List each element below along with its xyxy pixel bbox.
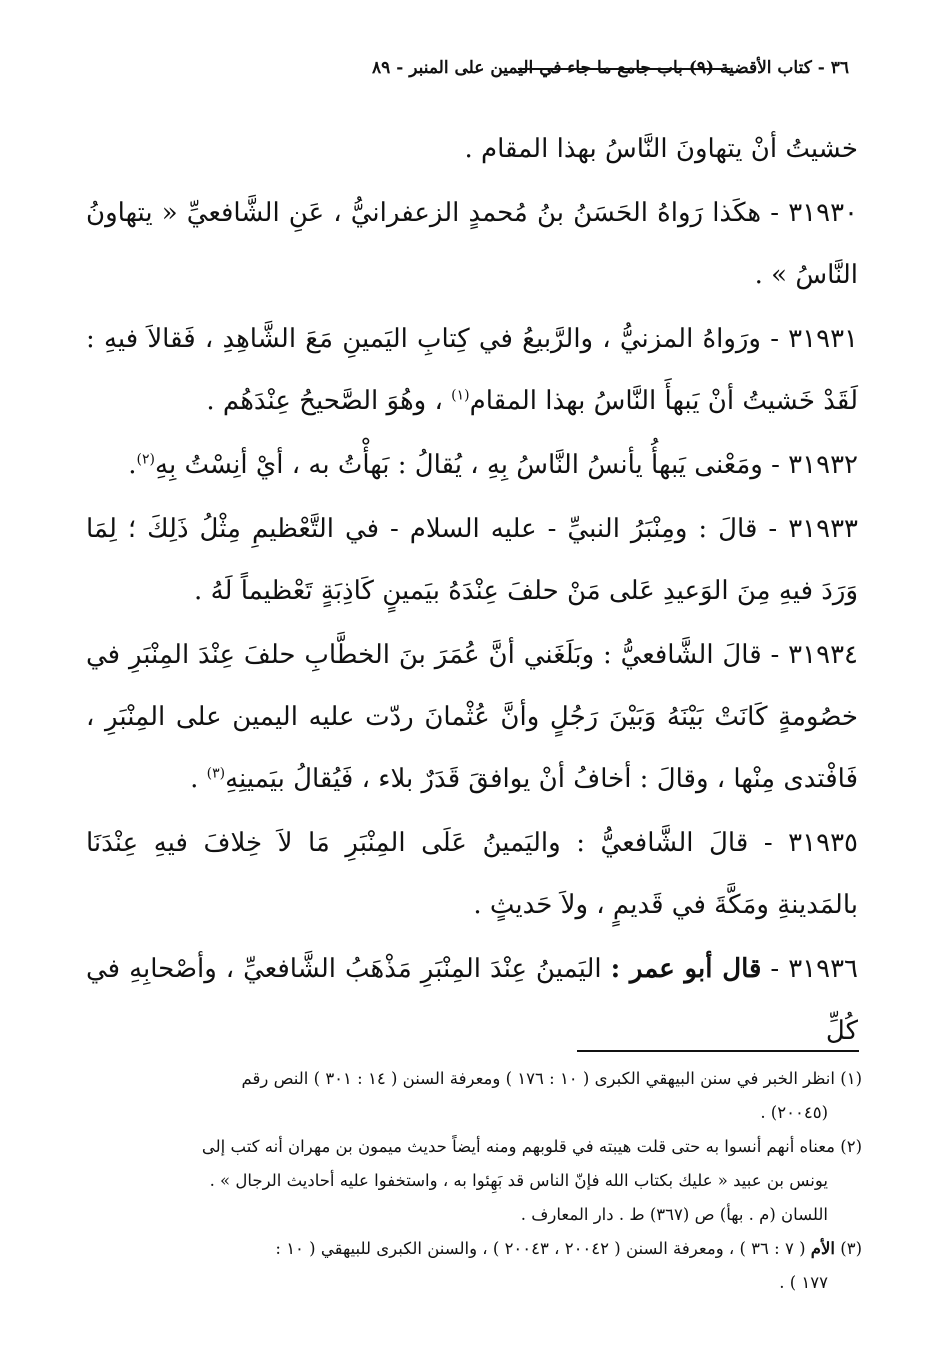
running-head [110, 52, 849, 92]
paragraph-text: قالَ الشَّافعيُّ : وبَلَغَني أنَّ عُمَرَ بنَ الخطَّابِ حلفَ عِنْدَ المِنْبَرِ في خصُومةٍ كَانَتْ بَيْنَهُ وَبَيْنَ رَجُلٍ وأنَّ عُثْمانَ ردّت عليه اليمين على المِنْبَرِ ، فَافْتدى مِنْها ، وقالَ : أخافُ أنْ يوافقَ قَدَرٌ بلاء ، فَيُقالُ بيَمينِهِ [86, 640, 858, 794]
paragraph [86, 938, 858, 1062]
paragraph [86, 498, 858, 622]
footnote-marker: (١) [840, 1069, 862, 1088]
footnotes [84, 1062, 862, 1300]
paragraph-number: ٣١٩٣١ - [770, 324, 858, 354]
paragraph-number: ٣١٩٣٥ - [763, 828, 858, 858]
footnote-2 [84, 1130, 862, 1164]
paragraph-text: خشيتُ أنْ يتهاونَ النَّاسُ بهذا المقام . [464, 134, 858, 164]
paragraph-number: ٣١٩٣٠ - [770, 198, 859, 228]
running-title: ٣٦ - كتاب الأقضية (٩) باب جامع ما جاء في اليمين على المنبر - ٨٩ [372, 58, 849, 78]
footnote-marker: (٢) [840, 1137, 862, 1156]
paragraph-tail: . [190, 764, 207, 794]
footnote-2-cont [84, 1164, 862, 1198]
footnote-line: اللسان (م . بهأ) ص (٣٦٧) ط . دار المعارف . [520, 1205, 828, 1224]
footnote-line: ١٧٧ ) . [779, 1273, 828, 1292]
paragraph-text: قالَ : ومِنْبَرُ النبيِّ - عليه السلام - في التَّعْظيمِ مِثْلُ ذَلِكَ ؛ لِمَا وَرَدَ فيهِ مِنَ الوَعيدِ عَلى مَنْ حلفَ عِنْدَهُ بيَمينٍ كَاذِبَةٍ تَعْظيماً لَهُ . [86, 514, 858, 606]
footnote-rule [577, 1050, 859, 1052]
paragraph [86, 118, 858, 180]
paragraph-tail: ، وهُوَ الصَّحيحُ عِنْدَهُم . [206, 386, 452, 416]
footnote-ref[interactable]: (١) [451, 387, 470, 404]
paragraph-tail: . [128, 450, 137, 480]
paragraph-number: ٣١٩٣٦ - [770, 954, 859, 984]
paragraph-lead: قال أبو عمر : [610, 954, 762, 984]
footnote-line: ( ٧ : ٣٦ ) ، ومعرفة السنن ( ٢٠٠٤٢ ، ٢٠٠٤٣ ) ، والسنن الكبرى للبيهقي ( ١٠ : [275, 1239, 806, 1258]
footnote-lead: الأم [810, 1239, 835, 1258]
footnote-line: يونس بن عبيد « عليك بكتاب الله فإنّ الناس قد بَهِئوا به ، واستخفوا عليه أحاديث الرجال » . [209, 1171, 828, 1190]
footnote-line: معناه أنهم أنسوا به حتى قلت هيبته في قلوبهم ومنه أيضاً حديث ميمون بن مهران أنه كتب إلى [201, 1137, 835, 1156]
paragraph-number: ٣١٩٣٢ - [771, 450, 858, 480]
footnote-1 [84, 1062, 862, 1096]
paragraph-text: هكَذا رَواهُ الحَسَنُ بنُ مُحمدٍ الزعفرانيُّ ، عَنِ الشَّافعيِّ « يتهاونُ النَّاسُ » . [86, 198, 858, 290]
paragraph [86, 308, 858, 432]
footnote-ref[interactable]: (٢) [136, 451, 156, 468]
footnote-line: انظر الخبر في سنن البيهقي الكبرى ( ١٠ : ١٧٦ ) ومعرفة السنن ( ١٤ : ٣٠١ ) النص رقم [241, 1069, 835, 1088]
paragraph [86, 812, 858, 936]
paragraph-number: ٣١٩٣٤ - [770, 640, 858, 670]
footnote-marker: (٣) [840, 1239, 862, 1258]
paragraph [86, 434, 858, 496]
paragraph [86, 182, 858, 306]
paragraph [86, 624, 858, 810]
footnote-1-cont [84, 1096, 862, 1130]
footnote-2-cont [84, 1198, 862, 1232]
paragraph-text: ومَعْنى يَبهأُ يأنسُ النَّاسُ بِهِ ، يُقالُ : بَهأْتُ به ، أيْ أنِسْتُ بِهِ [155, 450, 763, 480]
header-rule [518, 68, 730, 70]
footnote-ref[interactable]: (٣) [206, 765, 226, 782]
main-text [86, 118, 858, 1064]
paragraph-text: قالَ الشَّافعيُّ : واليَمينُ عَلَى المِنْبَرِ مَا لاَ خِلافَ فيهِ عِنْدَنَا بالمَدينةِ ومَكَّةَ في قَديمٍ ، ولاَ حَديثٍ . [86, 828, 858, 920]
paragraph-text: اليَمينُ عِنْدَ المِنْبَرِ مَذْهَبُ الشَّافعيِّ ، وأصْحابِهِ في كُلِّ [86, 954, 858, 1046]
paragraph-number: ٣١٩٣٣ - [768, 514, 859, 544]
footnote-3-cont [84, 1266, 862, 1300]
paragraph-text: ورَواهُ المزنيُّ ، والرَّبيعُ في كِتابِ اليَمينِ مَعَ الشَّاهِدِ ، فَقالاَ فيهِ : لَقَدْ خَشيتُ أنْ يَبهأَ النَّاسُ بهذا المقام [86, 324, 858, 416]
footnote-line: (٢٠٠٤٥) . [760, 1103, 828, 1122]
footnote-3 [84, 1232, 862, 1266]
